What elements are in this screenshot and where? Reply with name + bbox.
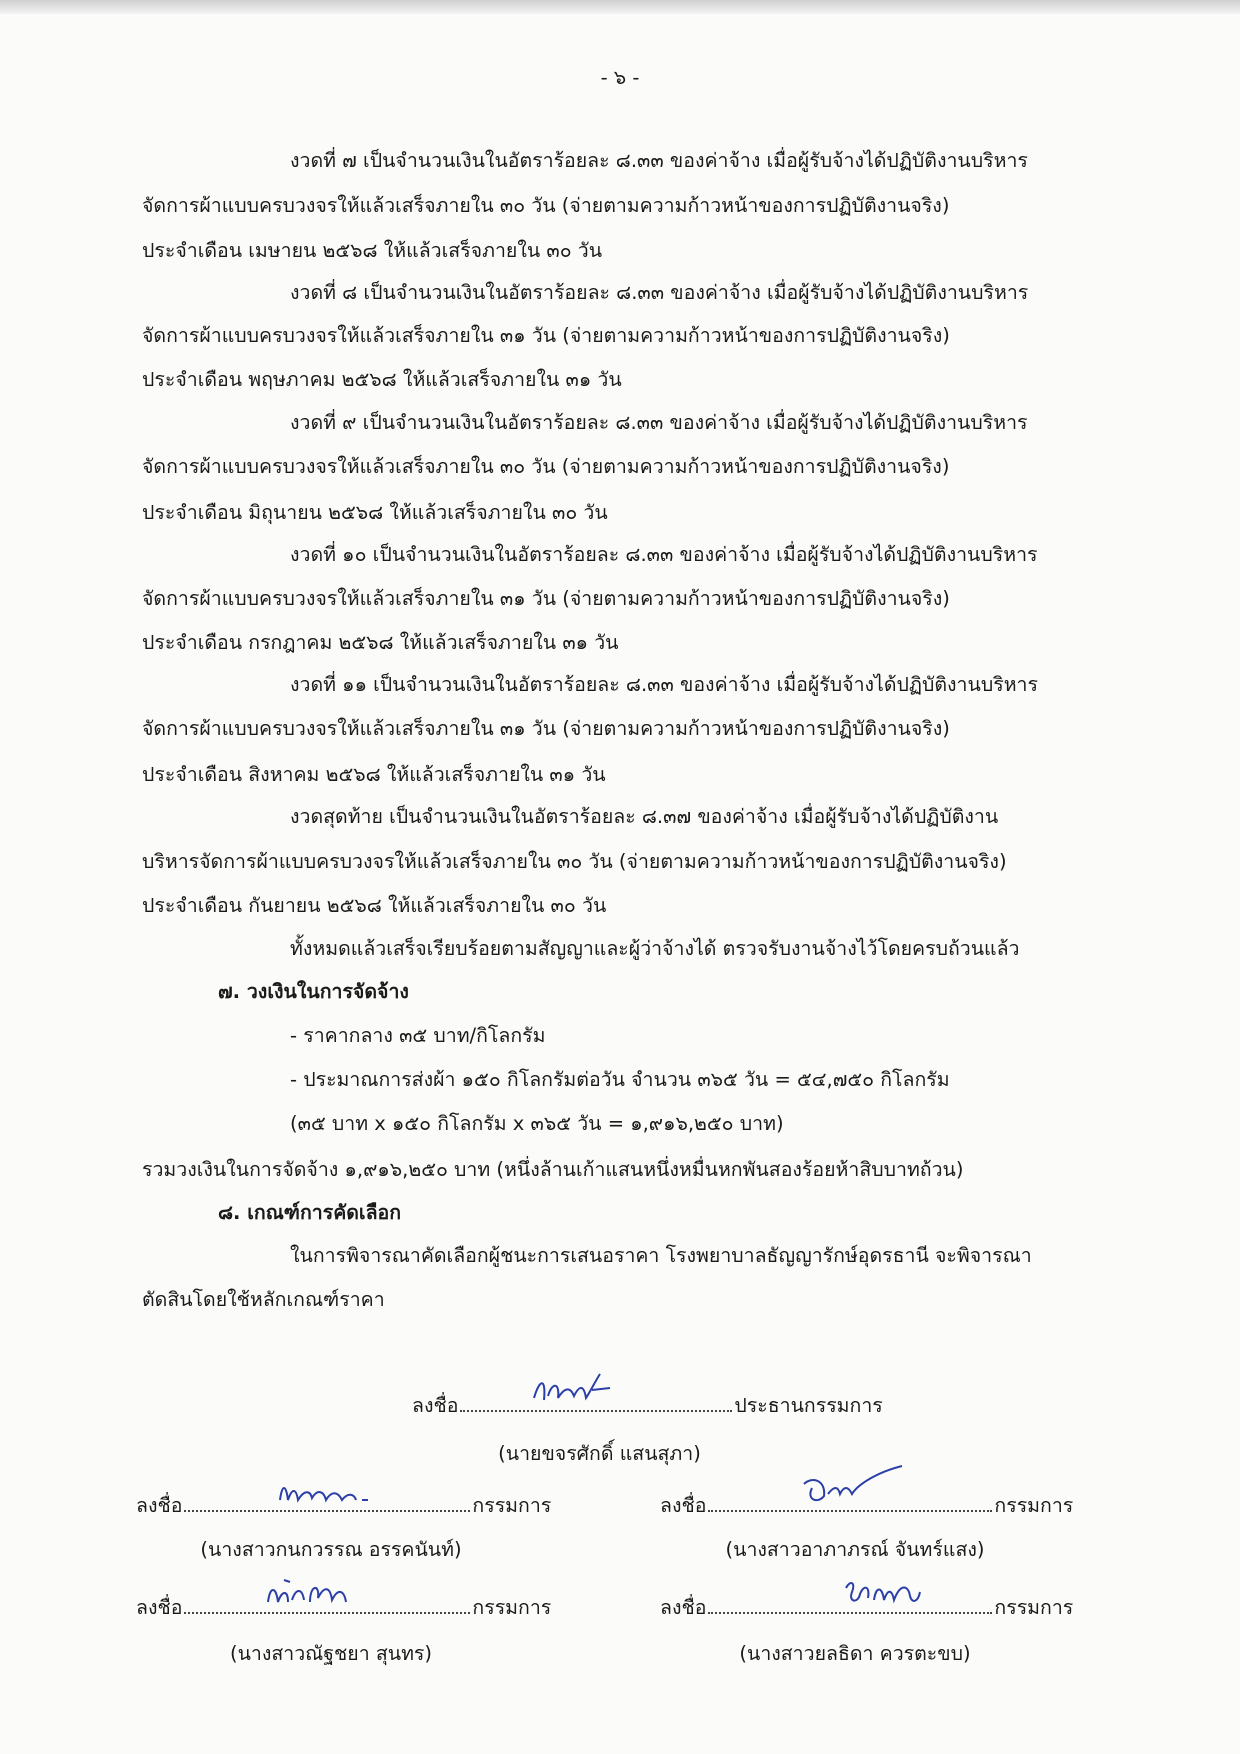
budget-calculation: (๓๕ บาท x ๑๕๐ กิโลกรัม x ๓๖๕ วัน = ๑,๙๑๖,๒๕๐ บาท)	[290, 1112, 784, 1135]
member2-role: กรรมการ	[994, 1494, 1074, 1517]
signature-dots	[460, 1409, 732, 1412]
sign-label: ลงชื่อ	[660, 1494, 707, 1517]
member4-signature-line	[660, 1598, 1073, 1618]
installment-final-line3: ประจำเดือน กันยายน ๒๕๖๘ ให้แล้วเสร็จภายใน ๓๐ วัน	[142, 894, 607, 917]
installment-9-line1: งวดที่ ๙ เป็นจำนวนเงินในอัตราร้อยละ ๘.๓๓ ของค่าจ้าง เมื่อผู้รับจ้างได้ปฏิบัติงานบริหาร	[290, 411, 1028, 434]
signature-dots	[184, 1611, 470, 1614]
installment-8-line2: จัดการผ้าแบบครบวงจรให้แล้วเสร็จภายใน ๓๑ วัน (จ่ายตามความก้าวหน้าของการปฏิบัติงานจริง)	[142, 324, 950, 347]
installment-11-line3: ประจำเดือน สิงหาคม ๒๕๖๘ ให้แล้วเสร็จภายใน ๓๑ วัน	[142, 763, 606, 786]
median-price: - ราคากลาง ๓๕ บาท/กิโลกรัม	[290, 1024, 546, 1047]
member1-signature-line	[136, 1496, 551, 1516]
sign-label: ลงชื่อ	[412, 1394, 459, 1417]
installment-7-line2: จัดการผ้าแบบครบวงจรให้แล้วเสร็จภายใน ๓๐ วัน (จ่ายตามความก้าวหน้าของการปฏิบัติงานจริง)	[142, 194, 950, 217]
member3-signature-mark	[264, 1576, 364, 1610]
section8-line2: ตัดสินโดยใช้หลักเกณฑ์ราคา	[142, 1288, 385, 1311]
member4-signature-mark	[842, 1576, 942, 1610]
member2-signature-line	[660, 1496, 1073, 1516]
installment-7-line3: ประจำเดือน เมษายน ๒๕๖๘ ให้แล้วเสร็จภายใน ๓๐ วัน	[142, 239, 603, 262]
member4-name: (นางสาวยลธิดา ควรตะขบ)	[739, 1642, 971, 1665]
installment-final-line2: บริหารจัดการผ้าแบบครบวงจรให้แล้วเสร็จภายใน ๓๐ วัน (จ่ายตามความก้าวหน้าของการปฏิบัติงานจริง)	[142, 850, 1007, 873]
member4-role: กรรมการ	[994, 1596, 1074, 1619]
installment-10-line3: ประจำเดือน กรกฎาคม ๒๕๖๘ ให้แล้วเสร็จภายใน ๓๑ วัน	[142, 631, 619, 654]
signature-dots	[184, 1509, 470, 1512]
member3-name: (นางสาวณัฐชยา สุนทร)	[229, 1642, 433, 1665]
installment-7-line1: งวดที่ ๗ เป็นจำนวนเงินในอัตราร้อยละ ๘.๓๓ ของค่าจ้าง เมื่อผู้รับจ้างได้ปฏิบัติงานบริหาร	[290, 149, 1028, 172]
installment-10-line1: งวดที่ ๑๐ เป็นจำนวนเงินในอัตราร้อยละ ๘.๓๓ ของค่าจ้าง เมื่อผู้รับจ้างได้ปฏิบัติงานบริหาร	[290, 543, 1038, 566]
member3-signature-line	[136, 1598, 551, 1618]
sign-label: ลงชื่อ	[136, 1596, 183, 1619]
budget-total: รวมวงเงินในการจัดจ้าง ๑,๙๑๖,๒๕๐ บาท (หนึ่งล้านเก้าแสนหนึ่งหมื่นหกพันสองร้อยห้าสิบบาทถ้วน)	[142, 1158, 964, 1181]
chair-role: ประธานกรรมการ	[734, 1394, 883, 1417]
signature-dots	[708, 1509, 992, 1512]
sign-label: ลงชื่อ	[660, 1596, 707, 1619]
member1-role: กรรมการ	[472, 1494, 552, 1517]
chair-name: (นายขจรศักดิ์ แสนสุภา)	[498, 1442, 701, 1465]
installment-8-line3: ประจำเดือน พฤษภาคม ๒๕๖๘ ให้แล้วเสร็จภายใน ๓๑ วัน	[142, 368, 622, 391]
member2-signature-mark	[798, 1464, 908, 1508]
completion-text: ทั้งหมดแล้วเสร็จเรียบร้อยตามสัญญาและผู้ว่าจ้างได้ ตรวจรับงานจ้างไว้โดยครบถ้วนแล้ว	[290, 937, 1020, 960]
installment-10-line2: จัดการผ้าแบบครบวงจรให้แล้วเสร็จภายใน ๓๑ วัน (จ่ายตามความก้าวหน้าของการปฏิบัติงานจริง)	[142, 587, 950, 610]
member3-role: กรรมการ	[472, 1596, 552, 1619]
installment-8-line1: งวดที่ ๘ เป็นจำนวนเงินในอัตราร้อยละ ๘.๓๓ ของค่าจ้าง เมื่อผู้รับจ้างได้ปฏิบัติงานบริหาร	[290, 281, 1029, 304]
section8-line1: ในการพิจารณาคัดเลือกผู้ชนะการเสนอราคา โรงพยาบาลธัญญารักษ์อุดรธานี จะพิจารณา	[290, 1244, 1032, 1267]
scan-edge	[0, 0, 1240, 14]
member1-signature-mark	[276, 1478, 406, 1508]
chair-signature-line	[412, 1396, 883, 1416]
signature-dots	[708, 1611, 992, 1614]
installment-final-line1: งวดสุดท้าย เป็นจำนวนเงินในอัตราร้อยละ ๘.๓๗ ของค่าจ้าง เมื่อผู้รับจ้างได้ปฏิบัติงาน	[290, 805, 999, 828]
installment-11-line1: งวดที่ ๑๑ เป็นจำนวนเงินในอัตราร้อยละ ๘.๓๓ ของค่าจ้าง เมื่อผู้รับจ้างได้ปฏิบัติงานบริหาร	[290, 673, 1038, 696]
section7-heading: ๗. วงเงินในการจัดจ้าง	[218, 980, 409, 1003]
installment-9-line3: ประจำเดือน มิถุนายน ๒๕๖๘ ให้แล้วเสร็จภายใน ๓๐ วัน	[142, 501, 608, 524]
installment-11-line2: จัดการผ้าแบบครบวงจรให้แล้วเสร็จภายใน ๓๑ วัน (จ่ายตามความก้าวหน้าของการปฏิบัติงานจริง)	[142, 717, 950, 740]
installment-9-line2: จัดการผ้าแบบครบวงจรให้แล้วเสร็จภายใน ๓๐ วัน (จ่ายตามความก้าวหน้าของการปฏิบัติงานจริง)	[142, 455, 950, 478]
sign-label: ลงชื่อ	[136, 1494, 183, 1517]
member2-name: (นางสาวอาภาภรณ์ จันทร์แสง)	[725, 1538, 985, 1561]
member1-name: (นางสาวกนกวรรณ อรรคนันท์)	[200, 1538, 462, 1561]
delivery-estimate: - ประมาณการส่งผ้า ๑๕๐ กิโลกรัมต่อวัน จำนวน ๓๖๕ วัน = ๕๔,๗๕๐ กิโลกรัม	[290, 1068, 950, 1091]
page-number: - ๖ -	[600, 66, 640, 89]
chair-signature-mark	[530, 1368, 620, 1408]
section8-heading: ๘. เกณฑ์การคัดเลือก	[218, 1201, 402, 1224]
